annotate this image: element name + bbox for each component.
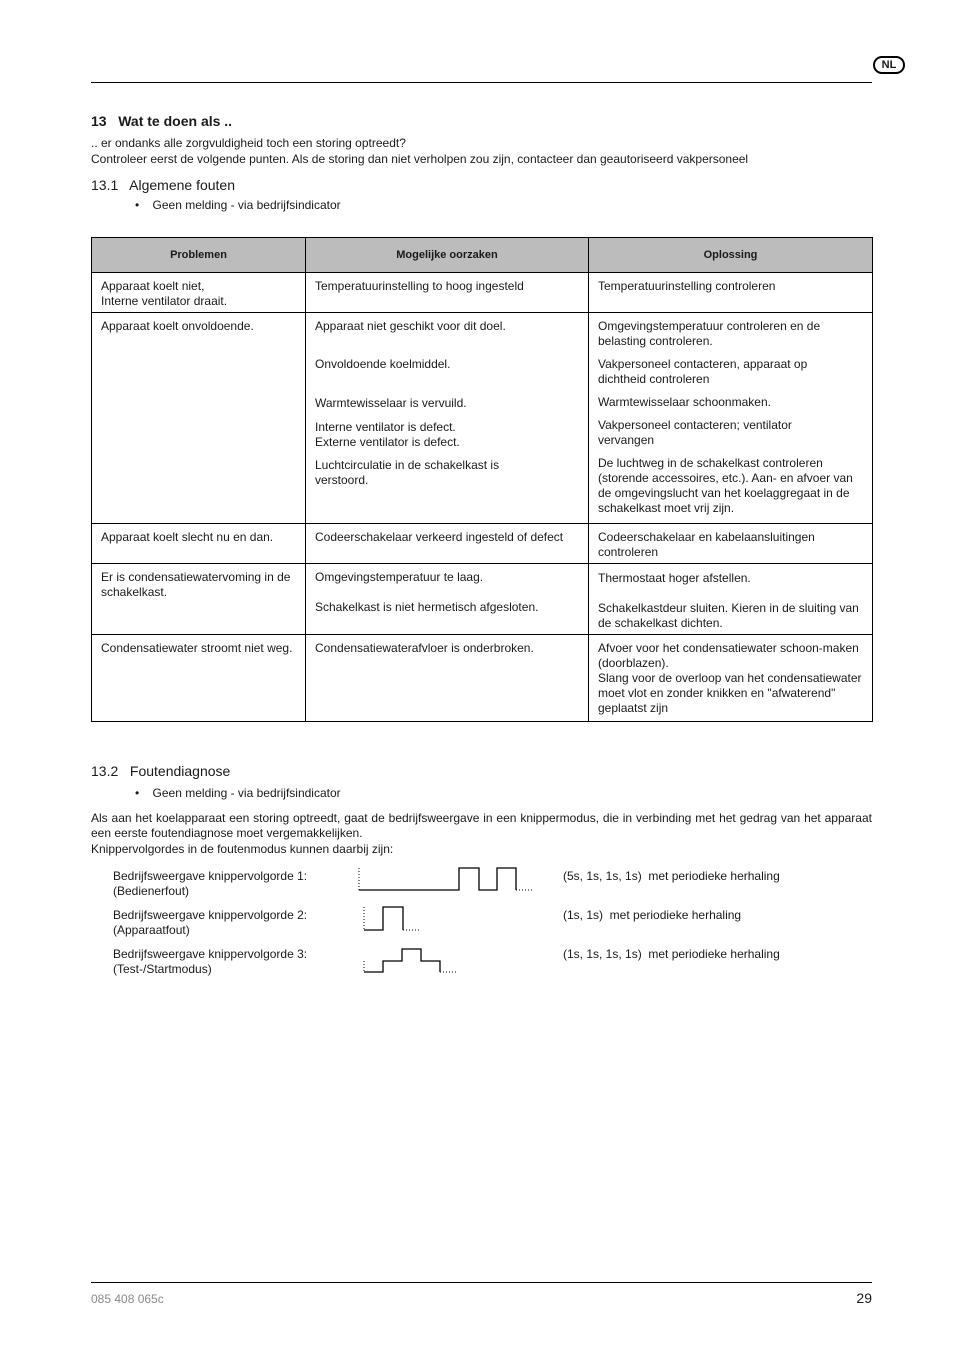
blink-label-line: (Bedienerfout) — [113, 884, 190, 898]
section-title: 13 Wat te doen als .. — [91, 113, 233, 129]
cause-text: Externe ventilator is defect. — [315, 435, 460, 449]
cause-text: Omgevingstemperatuur te laag. — [315, 570, 484, 584]
cause-text: Onvoldoende koelmiddel. — [315, 357, 451, 371]
problem-text: Interne ventilator draait. — [101, 294, 228, 308]
solution-cell — [589, 313, 873, 524]
solution-text: Thermostaat hoger afstellen. — [598, 571, 751, 585]
cause-cell: Codeerschakelaar verkeerd ingesteld of defect — [306, 524, 589, 564]
cause-cell — [306, 313, 589, 524]
problem-cell: Apparaat koelt onvoldoende. — [92, 313, 306, 524]
language-badge: NL — [873, 56, 905, 74]
cause-cell: Condensatiewaterafvloer is onderbroken. — [306, 635, 589, 722]
solution-cell: Temperatuurinstelling controleren — [589, 273, 873, 313]
column-header-causes: Mogelijke oorzaken — [306, 238, 589, 273]
blink-pattern-3-icon — [360, 944, 465, 974]
document-code: 085 408 065c — [91, 1292, 164, 1306]
cause-text: Schakelkast is niet hermetisch afgesloten. — [315, 600, 539, 614]
bullet-icon: • — [135, 786, 153, 800]
table-row — [92, 524, 873, 564]
blink-label-line: (Test-/Startmodus) — [113, 962, 212, 976]
blink-label-line: Bedrijfsweergave knippervolgorde 2: — [113, 908, 308, 922]
problem-text: Apparaat koelt niet, — [101, 279, 205, 293]
problem-cell — [92, 273, 306, 313]
blink-sequence-label — [113, 869, 307, 899]
bullet-text: Geen melding - via bedrijfsindicator — [152, 786, 341, 800]
page-number: 29 — [856, 1290, 872, 1306]
problem-cell: Er is condensatiewatervoming in de schakelkast. — [92, 564, 306, 635]
cause-text: Luchtcirculatie in de schakelkast is verstoord. — [315, 458, 500, 487]
cause-cell: Temperatuurinstelling to hoog ingesteld — [306, 273, 589, 313]
solution-cell: Codeerschakelaar en kabelaansluitingen controleren — [589, 524, 873, 564]
blink-sequence-desc: (1s, 1s, 1s, 1s) met periodieke herhaling — [563, 947, 780, 961]
bullet-item — [135, 198, 341, 213]
intro-line-2: Controleer eerst de volgende punten. Als de storing dan niet verholpen zou zijn, contacteer dan geautoriseerd vakpersoneel — [91, 152, 749, 166]
blink-sequence-desc: (5s, 1s, 1s, 1s) met periodieke herhaling — [563, 869, 780, 883]
solution-cell — [589, 564, 873, 635]
diagnosis-paragraph: Als aan het koelapparaat een storing optreedt, gaat de bedrijfsweergave in een knippermodus, die in verbinding met het gedrag van het apparaat een eerste foutendiagnose moet vergemakkelijken. — [91, 811, 872, 840]
problem-cell: Condensatiewater stroomt niet weg. — [92, 635, 306, 722]
cause-text: Interne ventilator is defect. — [315, 420, 456, 434]
solution-text: Slang voor de overloop van het condensatiewater moet vlot en zonder knikken en "afwaterend" geplaatst zijn — [598, 671, 862, 715]
table-row — [92, 635, 873, 722]
solution-text: Afvoer voor het condensatiewater schoon-maken (doorblazen). — [598, 641, 859, 670]
cause-text: Apparaat niet geschikt voor dit doel. — [315, 319, 506, 333]
table-row — [92, 313, 873, 524]
bullet-text: Geen melding - via bedrijfsindicator — [152, 198, 341, 212]
solution-text: De luchtweg in de schakelkast controleren (storende accessoires, etc.). Aan- en afvoer van de omgevingslucht van het koelaggregaat in de schakelkast moet vrij zijn. — [598, 456, 853, 515]
blink-sequence-label — [113, 947, 307, 977]
solution-cell — [589, 635, 873, 722]
column-header-solution: Oplossing — [589, 238, 873, 273]
solution-text: Vakpersoneel contacteren, apparaat op dichtheid controleren — [598, 357, 808, 386]
column-header-problems: Problemen — [92, 238, 306, 273]
solution-text: Warmtewisselaar schoonmaken. — [598, 395, 771, 409]
header-rule — [91, 82, 872, 83]
table-header-row — [92, 238, 873, 273]
blink-pattern-1-icon — [355, 864, 540, 894]
table-row — [92, 564, 873, 635]
intro-line-1: .. er ondanks alle zorgvuldigheid toch een storing optreedt? — [91, 136, 406, 150]
bullet-item — [135, 786, 341, 801]
solution-text: Omgevingstemperatuur controleren en de belasting controleren. — [598, 319, 821, 348]
blink-sequence-desc: (1s, 1s) met periodieke herhaling — [563, 908, 742, 922]
cause-cell — [306, 564, 589, 635]
blink-sequence-label — [113, 908, 307, 938]
error-table — [91, 237, 873, 722]
blink-pattern-2-icon — [360, 903, 430, 933]
cause-text: Warmtewisselaar is vervuild. — [315, 396, 467, 410]
solution-text: Vakpersoneel contacteren; ventilator vervangen — [598, 418, 792, 447]
diagnosis-paragraph-2: Knippervolgordes in de foutenmodus kunnen daarbij zijn: — [91, 842, 394, 856]
problem-cell: Apparaat koelt slecht nu en dan. — [92, 524, 306, 564]
subsection-title-general: 13.1 Algemene fouten — [91, 177, 235, 193]
blink-label-line: Bedrijfsweergave knippervolgorde 3: — [113, 947, 308, 961]
bullet-icon: • — [135, 198, 153, 212]
blink-label-line: Bedrijfsweergave knippervolgorde 1: — [113, 869, 308, 883]
table-row — [92, 273, 873, 313]
subsection-title-diagnosis: 13.2 Foutendiagnose — [91, 763, 231, 779]
solution-text: Schakelkastdeur sluiten. Kieren in de sluiting van de schakelkast dichten. — [598, 601, 859, 630]
footer-rule — [91, 1282, 872, 1283]
blink-label-line: (Apparaatfout) — [113, 923, 190, 937]
